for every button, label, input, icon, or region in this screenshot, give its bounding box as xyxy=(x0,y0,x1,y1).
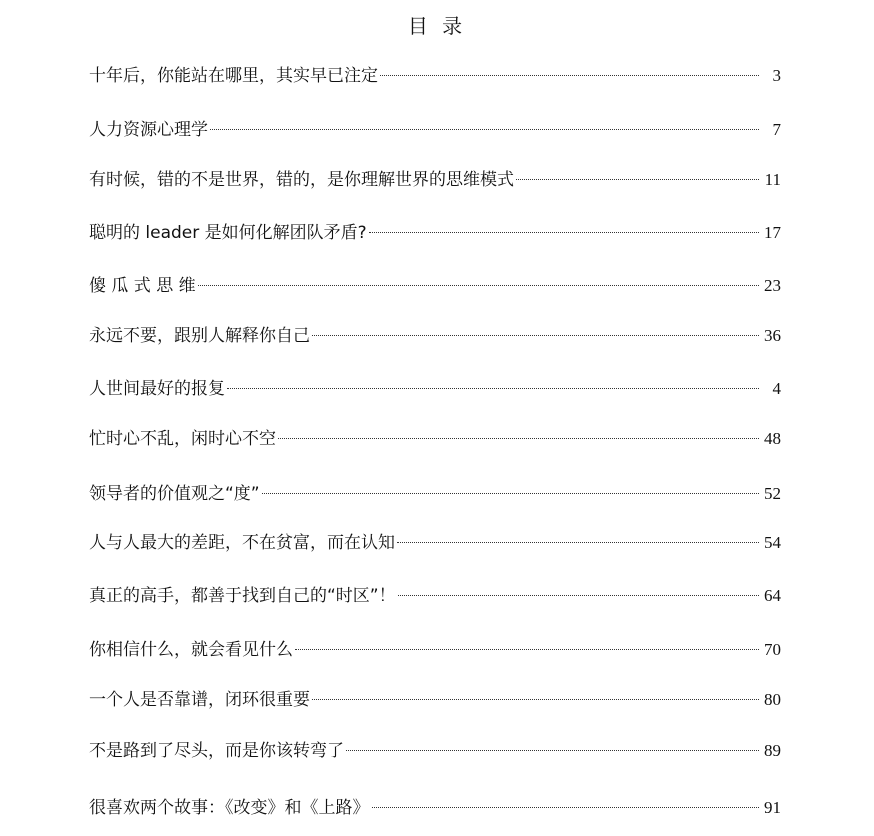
dot-leader xyxy=(227,388,759,389)
toc-entry-page: 52 xyxy=(764,484,781,503)
toc-entry-title: 人与人最大的差距，不在贫富，而在认知 xyxy=(89,533,395,553)
toc-entry-page: 91 xyxy=(764,798,781,817)
toc-entry[interactable] xyxy=(89,582,781,610)
dot-leader xyxy=(262,493,759,494)
toc-entry-page: 3 xyxy=(772,66,781,85)
dot-leader xyxy=(210,129,759,130)
toc-entry[interactable] xyxy=(89,425,781,453)
toc-entry-page: 89 xyxy=(764,741,781,760)
dot-leader xyxy=(380,75,759,76)
toc-title: 目 录 xyxy=(407,14,467,38)
toc-entry-title: 一个人是否靠谱，闭环很重要 xyxy=(89,690,310,710)
dot-leader xyxy=(516,179,759,180)
toc-entry-title: 傻 瓜 式 思 维 xyxy=(89,276,196,296)
toc-entry-title: 人力资源心理学 xyxy=(89,120,208,140)
toc-entry-page: 7 xyxy=(772,120,781,139)
dot-leader xyxy=(397,542,759,543)
dot-leader xyxy=(198,285,759,286)
dot-leader xyxy=(346,750,759,751)
toc-entry[interactable] xyxy=(89,219,781,247)
toc-entry-title: 聪明的 leader 是如何化解团队矛盾? xyxy=(89,223,367,243)
toc-entry[interactable] xyxy=(89,166,781,194)
dot-leader xyxy=(312,335,759,336)
toc-entry-page: 11 xyxy=(764,170,781,189)
toc-entry-page: 48 xyxy=(764,429,781,448)
toc-entry[interactable] xyxy=(89,737,781,765)
toc-entry[interactable] xyxy=(89,794,781,822)
toc-entry-title: 忙时心不乱，闲时心不空 xyxy=(89,429,276,449)
toc-entry-title: 永远不要，跟别人解释你自己 xyxy=(89,326,310,346)
toc-entry-page: 54 xyxy=(764,533,781,552)
dot-leader xyxy=(312,699,759,700)
toc-entry[interactable] xyxy=(89,480,781,508)
dot-leader xyxy=(372,807,760,808)
toc-entry[interactable] xyxy=(89,375,781,403)
toc-entry-title: 真正的高手，都善于找到自己的“时区”！ xyxy=(89,586,396,606)
toc-entry-title: 有时候，错的不是世界，错的，是你理解世界的思维模式 xyxy=(89,170,514,190)
dot-leader xyxy=(295,649,759,650)
toc-entry-page: 36 xyxy=(764,326,781,345)
toc-entry-page: 4 xyxy=(772,379,781,398)
toc-entry[interactable] xyxy=(89,686,781,714)
toc-entry-title: 领导者的价值观之“度” xyxy=(89,484,260,504)
toc-entry[interactable] xyxy=(89,636,781,664)
toc-entry-title: 人世间最好的报复 xyxy=(89,379,225,399)
toc-entry-page: 70 xyxy=(764,640,781,659)
toc-entry[interactable] xyxy=(89,272,781,300)
toc-entry-title: 不是路到了尽头，而是你该转弯了 xyxy=(89,741,344,761)
toc-entry[interactable] xyxy=(89,116,781,144)
toc-entry-page: 64 xyxy=(764,586,781,605)
toc-entry-title: 你相信什么，就会看见什么 xyxy=(89,640,293,660)
toc-entry-page: 23 xyxy=(764,276,781,295)
toc-entry-page: 17 xyxy=(764,223,781,242)
toc-entry[interactable] xyxy=(89,529,781,557)
toc-entry-page: 80 xyxy=(764,690,781,709)
toc-entry[interactable] xyxy=(89,322,781,350)
dot-leader xyxy=(278,438,759,439)
toc-entry-title: 很喜欢两个故事：《改变》和《上路》 xyxy=(89,798,370,818)
toc-entry-title: 十年后，你能站在哪里，其实早已注定 xyxy=(89,66,378,86)
dot-leader xyxy=(398,595,759,596)
dot-leader xyxy=(369,232,759,233)
toc-entry[interactable] xyxy=(89,62,781,90)
